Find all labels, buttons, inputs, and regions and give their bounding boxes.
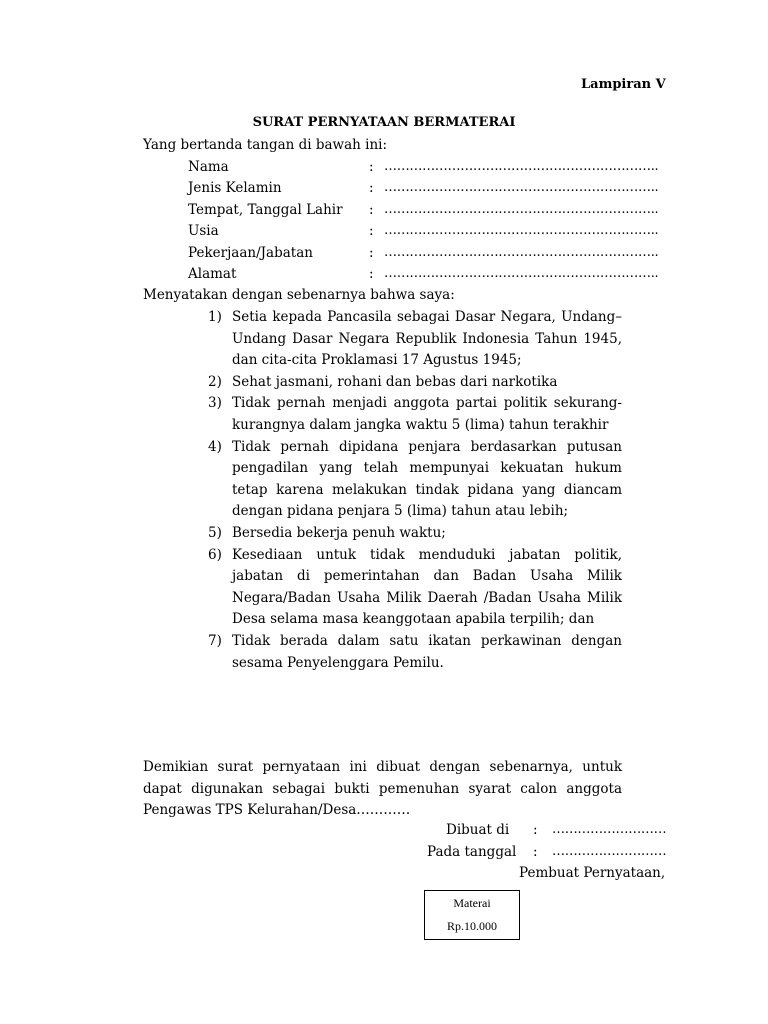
date-label: Pada tanggal bbox=[427, 844, 517, 860]
list-item bbox=[208, 393, 622, 436]
closing-paragraph: Demikian surat pernyataan ini dibuat dengan sebenarnya, untuk dapat digunakan sebagai bukti pemenuhan syarat calon anggota Pengawas TPS Kelurahan/Desa………… bbox=[143, 759, 622, 819]
list-item-number: 1) bbox=[208, 309, 222, 325]
field-label-usia: Usia bbox=[188, 223, 219, 239]
field-colon: : bbox=[369, 202, 374, 218]
list-item-number: 4) bbox=[208, 438, 222, 455]
list-item bbox=[208, 545, 622, 631]
list-item-text: Bersedia bekerja penuh waktu; bbox=[232, 524, 446, 541]
statement-list bbox=[208, 307, 622, 674]
stamp-box bbox=[424, 890, 520, 940]
document-title: SURAT PERNYATAAN BERMATERAI bbox=[252, 115, 516, 130]
field-value-jenis-kelamin: ……………………………………………………….. bbox=[384, 180, 659, 195]
list-item-number: 5) bbox=[208, 524, 222, 541]
list-item-text: Sehat jasmani, rohani dan bebas dari narkotika bbox=[232, 373, 558, 390]
stamp-label: Materai bbox=[453, 896, 491, 910]
field-value-tempat-tanggal-lahir: ……………………………………………………….. bbox=[384, 202, 659, 217]
statement-intro: Menyatakan dengan sebenarnya bahwa saya: bbox=[143, 287, 455, 303]
field-colon: : bbox=[369, 245, 374, 261]
field-colon: : bbox=[369, 180, 374, 196]
list-item-text: Tidak berada dalam satu ikatan perkawinan dengan sesama Penyelenggara Pemilu. bbox=[232, 632, 622, 671]
field-value-nama: ……………………………………………………….. bbox=[384, 159, 659, 174]
list-item-text: Setia kepada Pancasila sebagai Dasar Negara, Undang–Undang Dasar Negara Republik Indonesia Tahun 1945, dan cita-cita Proklamasi 17 Agustus 1945; bbox=[232, 309, 622, 369]
list-item bbox=[208, 307, 622, 372]
maker-label: Pembuat Pernyataan, bbox=[519, 865, 666, 881]
place-colon: : bbox=[533, 822, 538, 838]
list-item bbox=[208, 631, 622, 674]
place-label: Dibuat di bbox=[446, 822, 510, 838]
field-value-pekerjaan-jabatan: ……………………………………………………….. bbox=[384, 245, 659, 260]
list-item-text: Kesediaan untuk tidak menduduki jabatan politik, jabatan di pemerintahan dan Badan Usaha Milik Negara/Badan Usaha Milik Daerah /Badan Usaha Milik Desa selama masa keanggotaan apabila terpilih; dan bbox=[232, 546, 622, 628]
list-item bbox=[208, 437, 622, 523]
list-item-text: Tidak pernah dipidana penjara berdasarkan putusan pengadilan yang telah mempunyai kekuatan hukum tetap karena melakukan tindak pidana yang diancam dengan pidana penjara 5 (lima) tahun atau lebih; bbox=[232, 438, 622, 520]
field-value-usia: ……………………………………………………….. bbox=[384, 223, 659, 238]
stamp-amount: Rp.10.000 bbox=[446, 919, 497, 933]
list-item-number: 7) bbox=[208, 632, 222, 649]
field-label-alamat: Alamat bbox=[188, 266, 237, 282]
list-item bbox=[208, 523, 622, 545]
appendix-label: Lampiran V bbox=[581, 77, 666, 92]
place-value: ……………………… bbox=[552, 822, 667, 837]
list-item-number: 3) bbox=[208, 395, 222, 412]
field-label-tempat-tanggal-lahir: Tempat, Tanggal Lahir bbox=[188, 202, 343, 218]
field-value-alamat: ……………………………………………………….. bbox=[384, 266, 659, 281]
list-item-number: 2) bbox=[208, 373, 222, 390]
field-colon: : bbox=[369, 223, 374, 239]
date-colon: : bbox=[533, 844, 538, 860]
field-colon: : bbox=[369, 266, 374, 282]
field-label-pekerjaan-jabatan: Pekerjaan/Jabatan bbox=[188, 245, 313, 261]
date-value: ……………………… bbox=[552, 844, 667, 859]
list-item-text: Tidak pernah menjadi anggota partai politik sekurang- kurangnya dalam jangka waktu 5 (lima) tahun terakhir bbox=[232, 395, 622, 433]
list-item bbox=[208, 372, 622, 394]
list-item-number: 6) bbox=[208, 546, 222, 563]
field-label-jenis-kelamin: Jenis Kelamin bbox=[188, 180, 282, 196]
field-colon: : bbox=[369, 159, 374, 175]
intro-text: Yang bertanda tangan di bawah ini: bbox=[143, 137, 388, 153]
field-label-nama: Nama bbox=[188, 159, 229, 175]
